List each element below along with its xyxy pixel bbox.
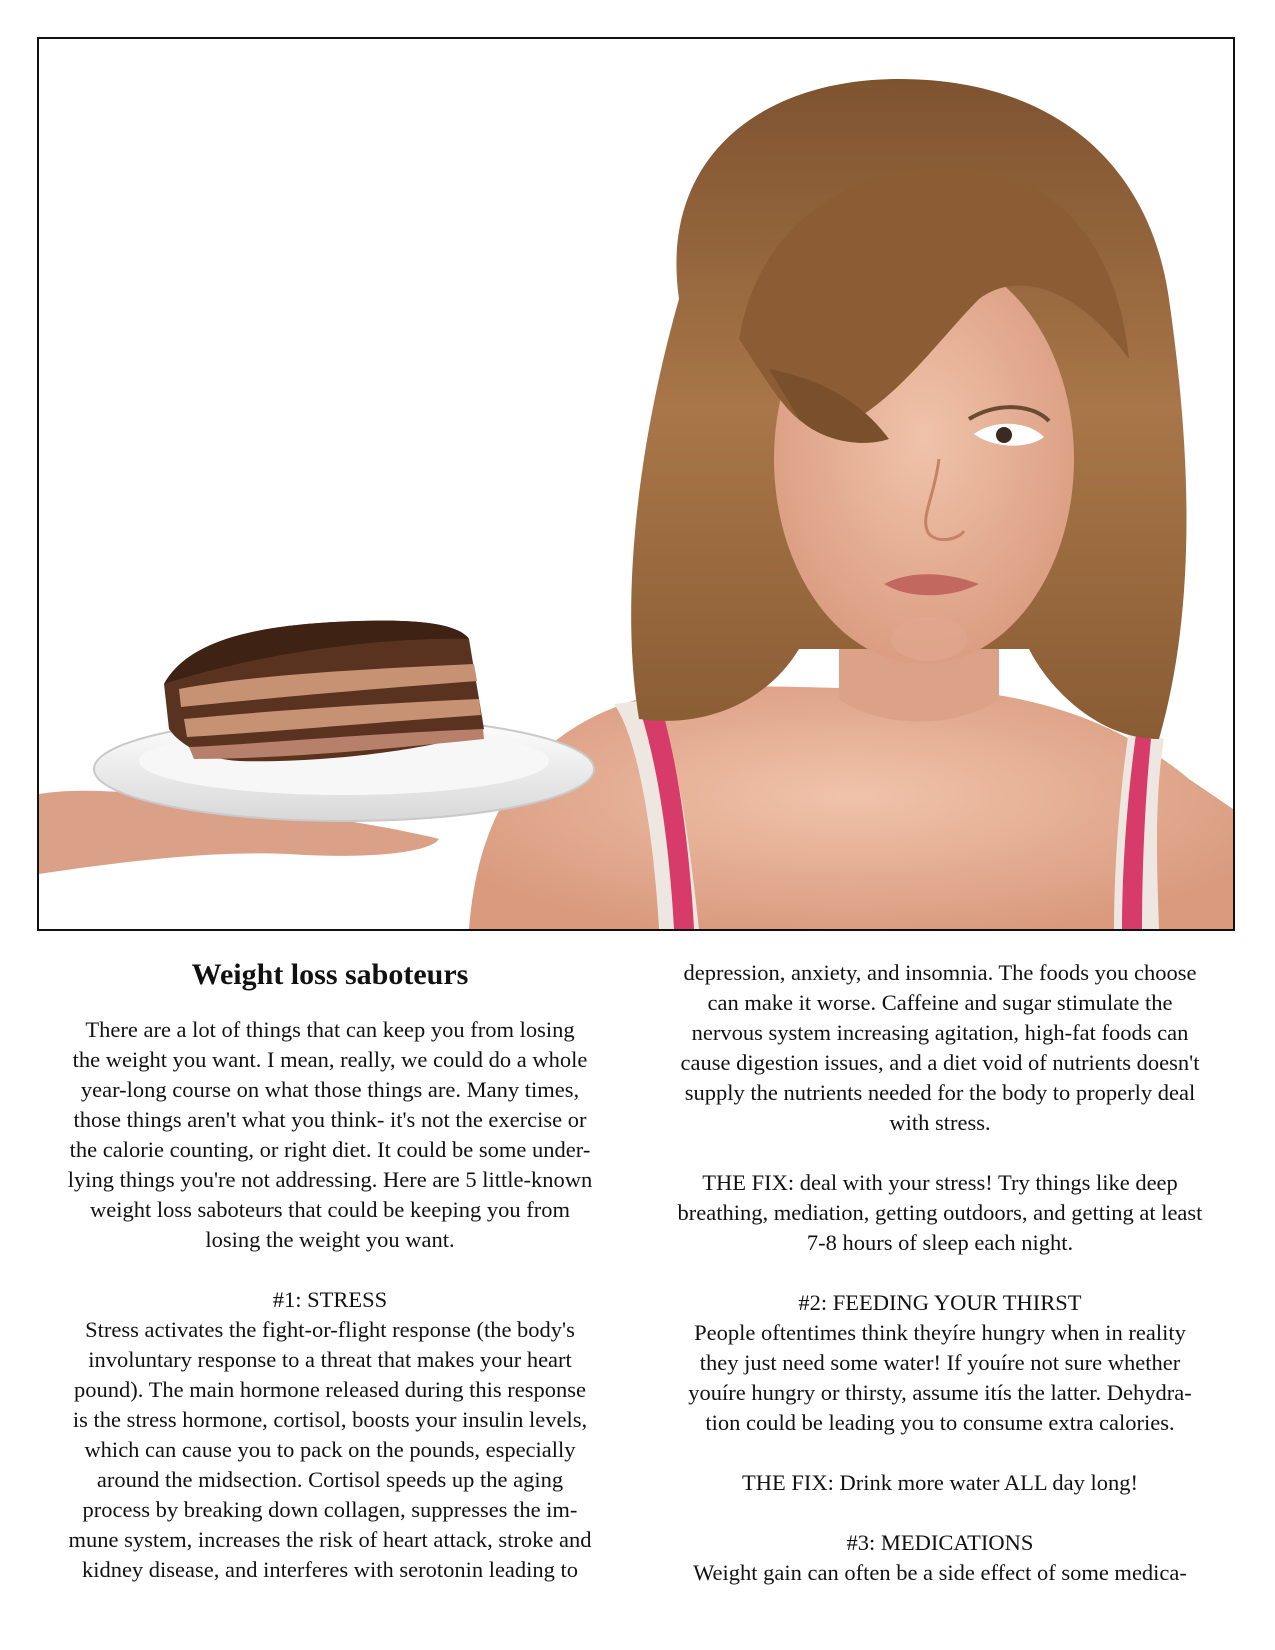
- intro-line: lying things you're not addressing. Here are 5 little-known: [67, 1167, 593, 1192]
- stress-line: kidney disease, and interferes with serotonin leading to: [81, 1557, 579, 1582]
- fix-line: THE FIX: deal with your stress! Try things like deep: [702, 1170, 1178, 1195]
- stress-fix-paragraph: [645, 1168, 1235, 1258]
- thirst-line: they just need some water! If youíre not sure whether: [699, 1350, 1181, 1375]
- stress-line: process by breaking down collagen, suppresses the im-: [82, 1497, 578, 1522]
- stress-line: involuntary response to a threat that makes your heart: [88, 1347, 572, 1372]
- section-heading-medications: #3: MEDICATIONS: [846, 1530, 1034, 1555]
- thirst-line: tion could be leading you to consume extra calories.: [705, 1410, 1175, 1435]
- stress-line: can make it worse. Caffeine and sugar stimulate the: [707, 990, 1173, 1015]
- stress-line: nervous system increasing agitation, high-fat foods can: [691, 1020, 1189, 1045]
- stress-line: which can cause you to pack on the pounds, especially: [84, 1437, 576, 1462]
- stress-line: cause digestion issues, and a diet void of nutrients doesn't: [680, 1050, 1200, 1075]
- thirst-paragraph: [645, 1318, 1235, 1438]
- section-heading-thirst: #2: FEEDING YOUR THIRST: [798, 1290, 1082, 1315]
- intro-line: those things aren't what you think- it's not the exercise or: [73, 1107, 587, 1132]
- thirst-line: youíre hungry or thirsty, assume itís the latter. Dehydra-: [688, 1380, 1192, 1405]
- left-column: [35, 950, 625, 1585]
- thirst-line: People oftentimes think theyíre hungry when in reality: [694, 1320, 1186, 1345]
- hero-photo: [37, 37, 1235, 931]
- stress-line: is the stress hormone, cortisol, boosts your insulin levels,: [72, 1407, 588, 1432]
- intro-line: losing the weight you want.: [205, 1227, 455, 1252]
- intro-line: year-long course on what those things are. Many times,: [80, 1077, 580, 1102]
- intro-line: weight loss saboteurs that could be keeping you from: [90, 1197, 570, 1222]
- intro-line: the calorie counting, or right diet. It could be some under-: [69, 1137, 591, 1162]
- stress-line: mune system, increases the risk of heart attack, stroke and: [68, 1527, 592, 1552]
- intro-paragraph: [35, 1015, 625, 1255]
- stress-continued-paragraph: [645, 958, 1235, 1138]
- photo-illustration: [39, 39, 1233, 929]
- section-heading-stress: #1: STRESS: [272, 1287, 388, 1312]
- stress-line: supply the nutrients needed for the body to properly deal: [684, 1080, 1196, 1105]
- stress-paragraph: [35, 1315, 625, 1585]
- stress-line: pound). The main hormone released during this response: [74, 1377, 586, 1402]
- stress-line: around the midsection. Cortisol speeds up the aging: [96, 1467, 564, 1492]
- right-column: [645, 958, 1235, 1588]
- intro-line: There are a lot of things that can keep you from losing: [85, 1017, 575, 1042]
- fix-line: breathing, mediation, getting outdoors, and getting at least: [677, 1200, 1203, 1225]
- thirst-fix: THE FIX: Drink more water ALL day long!: [742, 1470, 1138, 1495]
- intro-line: the weight you want. I mean, really, we could do a whole: [72, 1047, 588, 1072]
- stress-line: with stress.: [889, 1110, 991, 1135]
- stress-line: depression, anxiety, and insomnia. The foods you choose: [683, 960, 1197, 985]
- article-title: Weight loss saboteurs: [191, 958, 469, 991]
- stress-line: Stress activates the fight-or-flight response (the body's: [85, 1317, 575, 1342]
- fix-line: 7-8 hours of sleep each night.: [806, 1230, 1074, 1255]
- medications-paragraph: Weight gain can often be a side effect of some medica-: [693, 1560, 1187, 1585]
